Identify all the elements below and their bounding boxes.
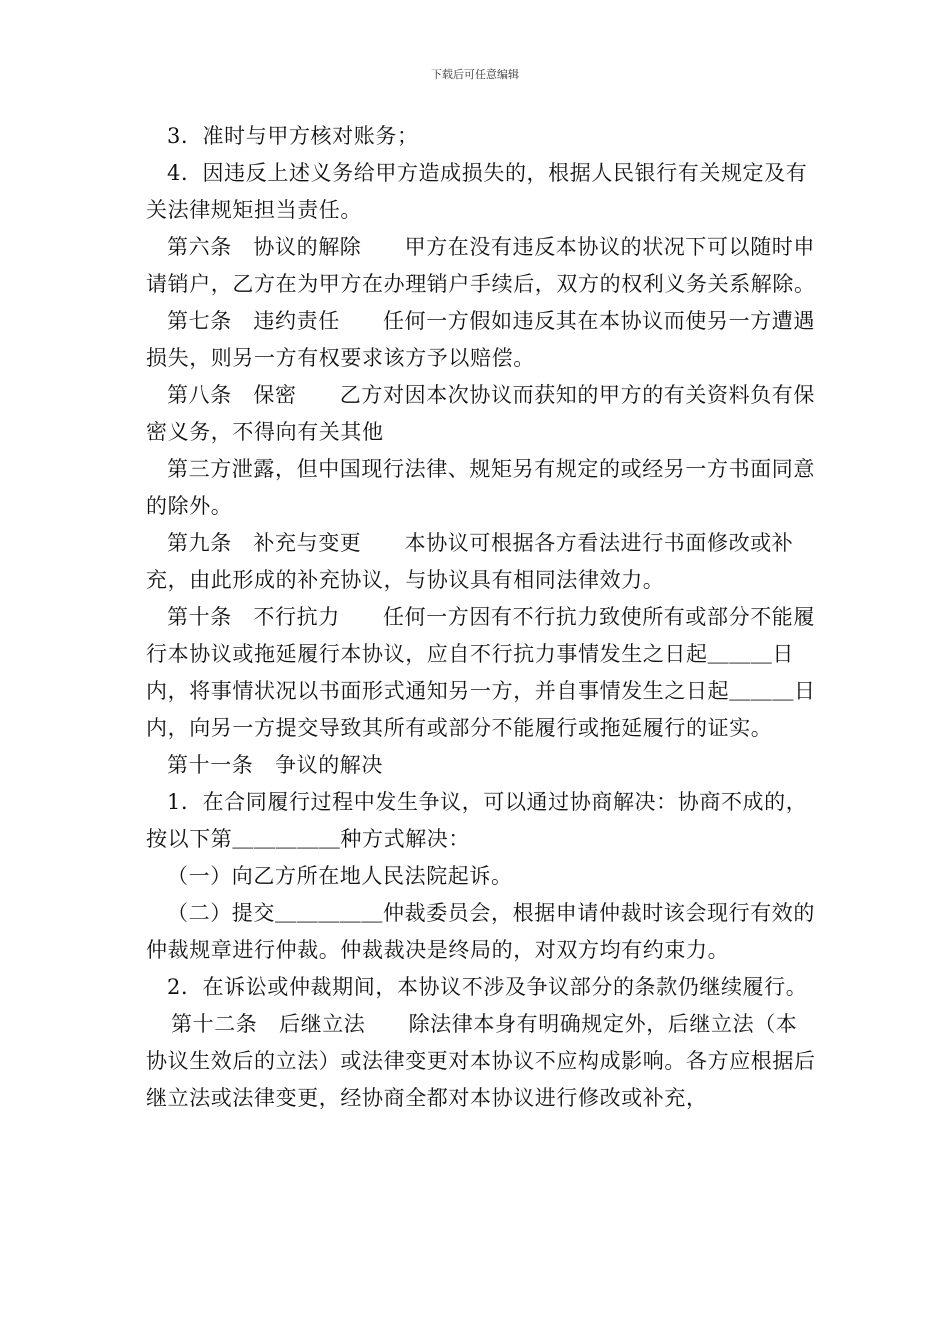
paragraph: （一）向乙方所在地人民法院起诉。: [167, 864, 513, 888]
paragraph: 第七条 违约责任 任何一方假如违反其在本协议而使另一方遭遇损失，则另一方有权要求该方予以赔偿。: [146, 309, 815, 370]
paragraph: 1．在合同履行过程中发生争议，可以通过协商解决：协商不成的，按以下第＿＿＿＿＿种方式解决：: [146, 790, 808, 851]
paragraph: 第九条 补充与变更 本协议可根据各方看法进行书面修改或补充，由此形成的补充协议，与协议具有相同法律效力。: [146, 531, 794, 592]
paragraph: 第十条 不行抗力 任何一方因有不行抗力致使所有或部分不能履行本协议或拖延履行本协议，应自不行抗力事情发生之日起＿＿＿日内，将事情状况以书面形式通知另一方，并自事情发生之日起＿＿＿日内，向另一方提交导致其所有或部分不能履行或拖延履行的证实。: [146, 605, 816, 740]
paragraph: 第六条 协议的解除 甲方在没有违反本协议的状况下可以随时申请销户，乙方在为甲方在办理销户手续后，双方的权利义务关系解除。: [146, 235, 816, 296]
page-header: 下载后可任意编辑: [431, 68, 519, 81]
paragraph: 第八条 保密 乙方对因本次协议而获知的甲方的有关资料负有保密义务，不得向有关其他: [146, 383, 815, 444]
paragraph: 第十二条 后继立法 除法律本身有明确规定外，后继立法（本协议生效后的立法）或法律变更对本协议不应构成影响。各方应根据后继立法或法律变更，经协商全都对本协议进行修改或补充，: [146, 1012, 816, 1110]
paragraph: 第十一条 争议的解决: [167, 753, 383, 777]
paragraph: 第三方泄露，但中国现行法律、规矩另有规定的或经另一方书面同意的除外。: [146, 457, 815, 518]
paragraph: 4．因违反上述义务给甲方造成损失的，根据人民银行有关规定及有关法律规矩担当责任。: [146, 161, 808, 222]
paragraph: 2．在诉讼或仲裁期间，本协议不涉及争议部分的条款仍继续履行。: [167, 975, 808, 999]
paragraph: 3．准时与甲方核对账务；: [167, 124, 419, 148]
paragraph: （二）提交＿＿＿＿＿仲裁委员会，根据申请仲裁时该会现行有效的仲裁规章进行仲裁。仲裁裁决是终局的，对双方均有约束力。: [146, 901, 815, 962]
document-body: [146, 118, 816, 1117]
